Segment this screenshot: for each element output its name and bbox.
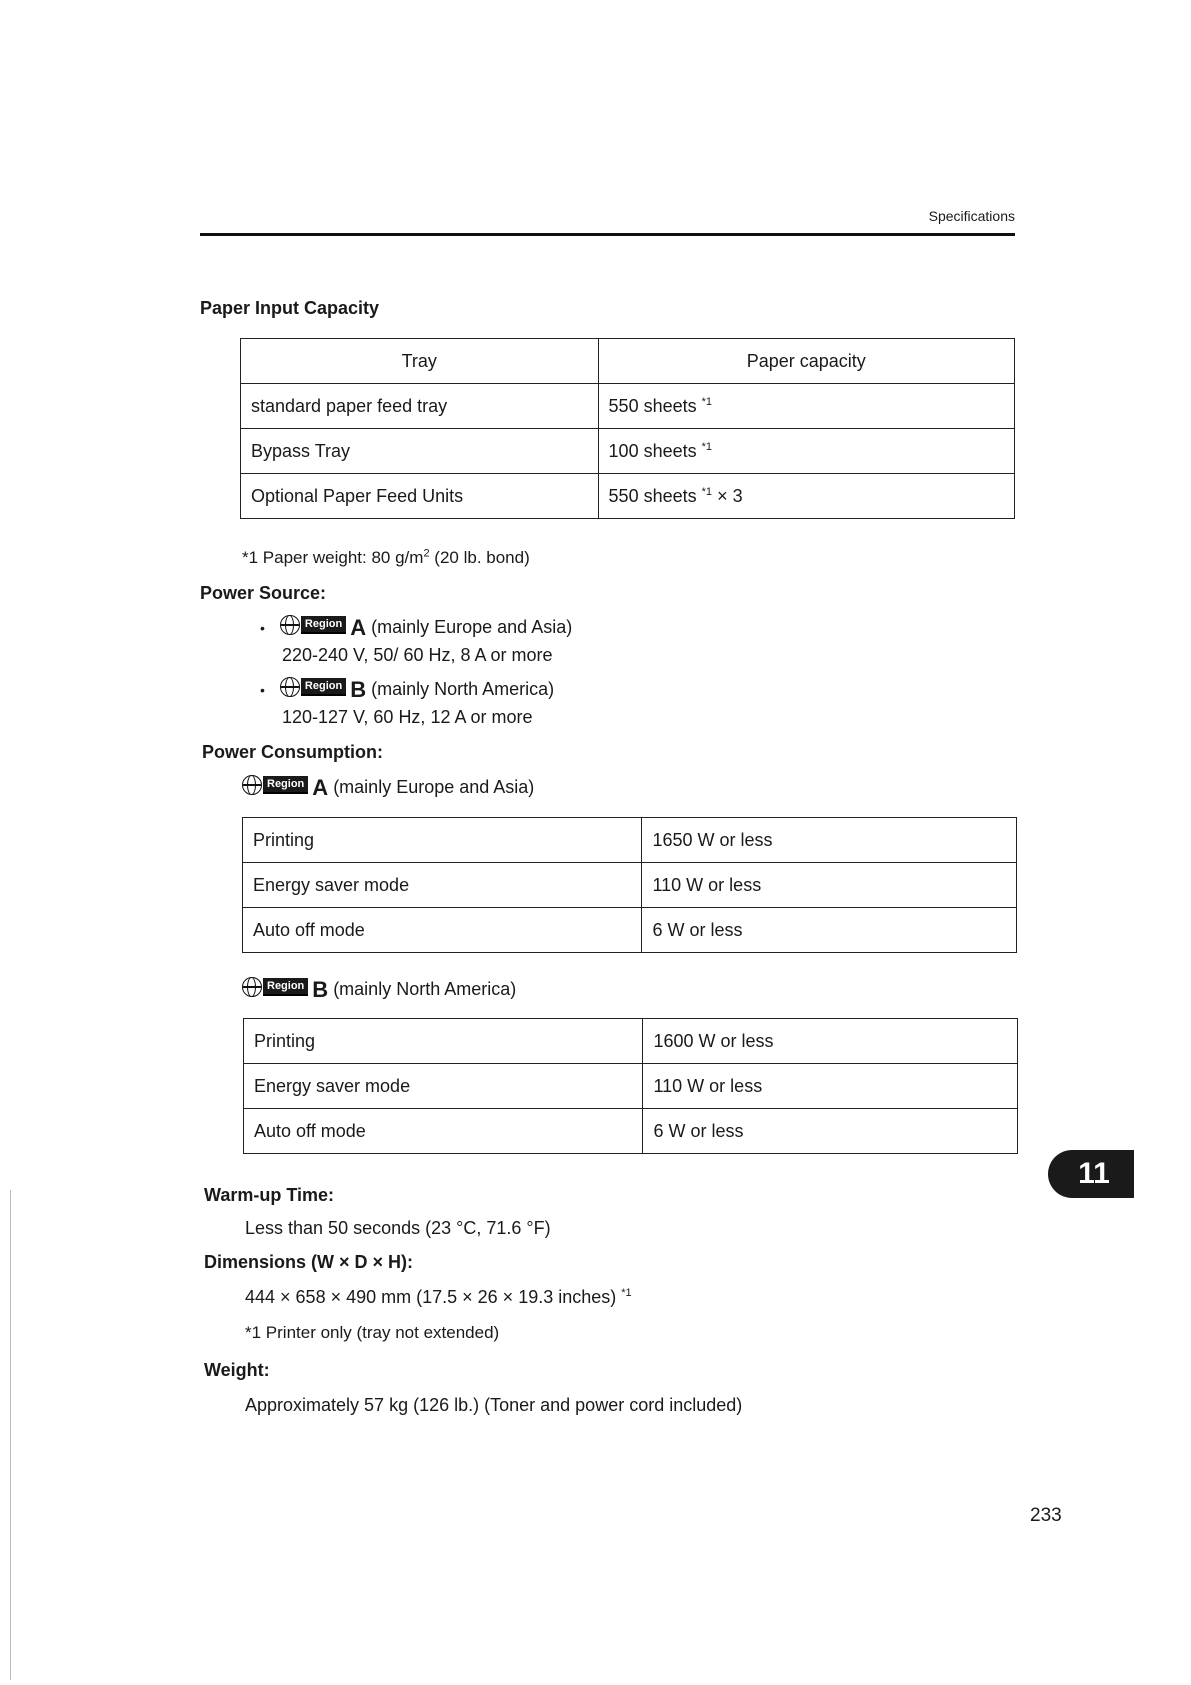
region-b-label — [242, 977, 516, 1003]
power-consumption-table-b — [243, 1018, 1018, 1154]
footnote-ref: *1 — [701, 395, 713, 408]
region-area: (mainly Europe and Asia) — [371, 617, 573, 637]
header-rule — [200, 233, 1015, 236]
capacity-multiplier: × 3 — [717, 485, 743, 506]
power-source-spec-b: 120-127 V, 60 Hz, 12 A or more — [282, 707, 533, 727]
region-badge — [280, 677, 346, 697]
region-letter: B — [350, 677, 367, 702]
region-word: Region — [301, 616, 346, 634]
dimensions-footnote: *1 Printer only (tray not extended) — [245, 1323, 500, 1342]
power-source-heading: Power Source: — [200, 583, 327, 603]
table-row — [243, 908, 1017, 953]
table-row — [244, 1019, 1018, 1064]
value-cell: 6 W or less — [643, 1109, 1018, 1154]
capacity-value: 550 sheets — [608, 485, 697, 506]
dimensions-value: 444 × 658 × 490 mm (17.5 × 26 × 19.3 inches) — [245, 1287, 617, 1307]
region-badge — [242, 775, 308, 795]
region-word: Region — [301, 678, 346, 696]
region-letter: A — [312, 775, 329, 800]
mode-cell: Energy saver mode — [243, 863, 642, 908]
globe-icon — [280, 615, 300, 635]
region-letter: A — [350, 615, 367, 640]
mode-cell: Printing — [244, 1019, 643, 1064]
capacity-cell — [598, 429, 1014, 474]
dimensions-heading: Dimensions (W × D × H): — [204, 1252, 414, 1272]
paper-input-heading: Paper Input Capacity — [200, 298, 380, 318]
warm-up-heading: Warm-up Time: — [204, 1185, 335, 1205]
footnote-superscript: 2 — [423, 547, 430, 560]
capacity-cell — [598, 474, 1014, 519]
region-letter: B — [312, 977, 329, 1002]
mode-cell: Energy saver mode — [244, 1064, 643, 1109]
column-header-capacity: Paper capacity — [598, 339, 1014, 384]
dimensions-text — [245, 1287, 632, 1308]
warm-up-text: Less than 50 seconds (23 °C, 71.6 °F) — [245, 1218, 551, 1238]
capacity-cell — [598, 384, 1014, 429]
mode-cell: Auto off mode — [243, 908, 642, 953]
footnote-text: *1 Paper weight: 80 g/m — [242, 548, 424, 567]
table-row — [241, 474, 1015, 519]
footnote-ref: *1 — [701, 440, 713, 453]
paper-weight-footnote — [242, 548, 530, 568]
table-row — [243, 863, 1017, 908]
table-row — [243, 818, 1017, 863]
globe-icon — [280, 677, 300, 697]
chapter-tab: 11 — [1048, 1150, 1134, 1198]
power-consumption-heading: Power Consumption: — [202, 742, 383, 762]
tray-cell: Bypass Tray — [241, 429, 599, 474]
region-word: Region — [263, 776, 308, 794]
region-area: (mainly North America) — [333, 979, 517, 999]
table-row — [241, 429, 1015, 474]
tray-cell: standard paper feed tray — [241, 384, 599, 429]
region-area: (mainly Europe and Asia) — [333, 777, 535, 797]
bullet-icon: • — [260, 682, 265, 698]
capacity-value: 100 sheets — [608, 440, 697, 461]
mode-cell: Auto off mode — [244, 1109, 643, 1154]
region-word: Region — [263, 978, 308, 996]
column-header-tray: Tray — [241, 339, 599, 384]
tray-cell: Optional Paper Feed Units — [241, 474, 599, 519]
paper-input-table — [240, 338, 1015, 519]
globe-icon — [242, 775, 262, 795]
footnote-tail: (20 lb. bond) — [429, 548, 530, 567]
value-cell: 6 W or less — [642, 908, 1017, 953]
bullet-icon: • — [260, 620, 265, 636]
region-area: (mainly North America) — [371, 679, 555, 699]
capacity-value: 550 sheets — [608, 395, 697, 416]
power-source-item-a — [260, 615, 572, 641]
table-header-row — [241, 339, 1015, 384]
region-badge — [280, 615, 346, 635]
weight-text: Approximately 57 kg (126 lb.) (Toner and power cord included) — [245, 1395, 743, 1415]
value-cell: 1650 W or less — [642, 818, 1017, 863]
table-row — [244, 1064, 1018, 1109]
table-row — [241, 384, 1015, 429]
footnote-ref: *1 — [701, 485, 713, 498]
power-source-spec-a: 220-240 V, 50/ 60 Hz, 8 A or more — [282, 645, 553, 665]
power-source-item-b — [260, 677, 554, 703]
region-a-label — [242, 775, 534, 801]
value-cell: 110 W or less — [643, 1064, 1018, 1109]
power-consumption-table-a — [242, 817, 1017, 953]
mode-cell: Printing — [243, 818, 642, 863]
footnote-ref: *1 — [621, 1287, 632, 1299]
running-header: Specifications — [928, 208, 1015, 224]
table-row — [244, 1109, 1018, 1154]
margin-line — [10, 1190, 11, 1680]
globe-icon — [242, 977, 262, 997]
page-number: 233 — [1030, 1505, 1062, 1526]
value-cell: 1600 W or less — [643, 1019, 1018, 1064]
region-badge — [242, 977, 308, 997]
weight-heading: Weight: — [204, 1360, 270, 1380]
value-cell: 110 W or less — [642, 863, 1017, 908]
